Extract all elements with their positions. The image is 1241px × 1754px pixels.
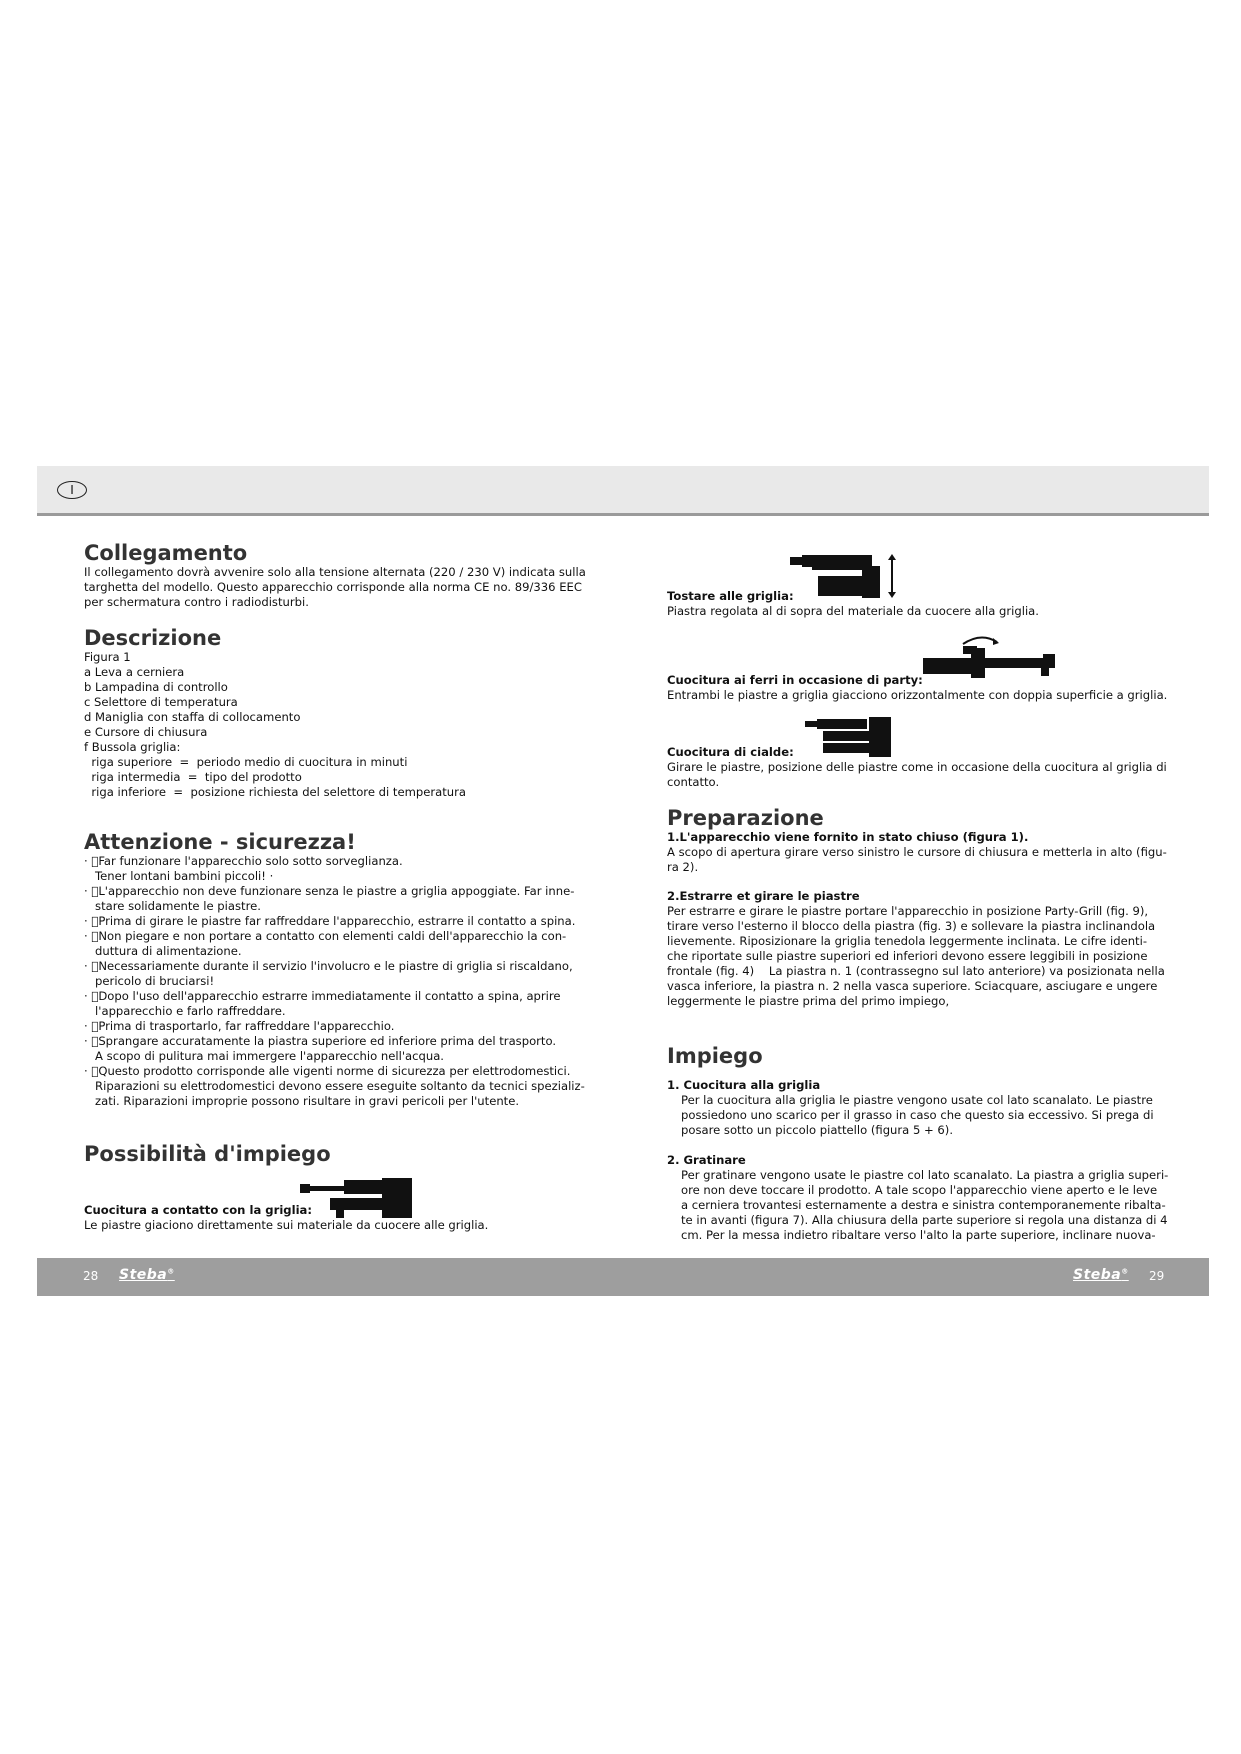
brand-logo-left: Steba® (119, 1267, 175, 1283)
text-line: ·  Sprangare accuratamente la piastra superiore ed inferiore prima del trasporto. (84, 1034, 557, 1048)
text-line: ra 2). (667, 860, 699, 874)
possibilita-body (84, 1203, 604, 1233)
subheading-tostare: Tostare alle griglia: (667, 589, 794, 603)
text-line: Piastra regolata al di sopra del materiale da cuocere alla griglia. (667, 604, 1039, 618)
text-line: vasca inferiore, la piastra n. 2 nella vasca superiore. Sciacquare, asciugare e ungere (667, 979, 1158, 993)
text-line: b Lampadina di controllo (84, 680, 228, 694)
page-number-right: 29 (1149, 1269, 1165, 1283)
footer-bar (37, 1258, 1209, 1296)
text-line: tirare verso l'esterno il blocco della piastra (fig. 3) e sollevare la piastra inclinandola (667, 919, 1156, 933)
text-line: possiedono uno scarico per il grasso in caso che questo sia eccessivo. Si prega di (681, 1108, 1154, 1122)
text-line: pericolo di bruciarsi! (84, 974, 215, 988)
subheading-preparazione-1: 1.L'apparecchio viene fornito in stato chiuso (figura 1). (667, 830, 1029, 844)
text-line: leggermente le piastre prima del primo impiego, (667, 994, 950, 1008)
brand-logo-right: Steba® (1073, 1267, 1129, 1283)
heading-impiego: Impiego (667, 1044, 763, 1068)
header-bar (37, 466, 1209, 516)
language-badge: I (57, 481, 87, 499)
text-line: ·  Far funzionare l'apparecchio solo sotto sorveglianza. (84, 854, 403, 868)
text-line: lievemente. Riposizionare la griglia tenedola leggermente inclinata. Le cifre identi- (667, 934, 1147, 948)
text-line: riga inferiore = posizione richiesta del selettore di temperatura (84, 785, 466, 799)
text-line: ·  Prima di girare le piastre far raffreddare l'apparecchio, estrarre il contatto a spina. (84, 914, 576, 928)
text-line: Entrambi le piastre a griglia giacciono orizzontalmente con doppia superficie a griglia. (667, 688, 1168, 702)
heading-attenzione: Attenzione - sicurezza! (84, 830, 356, 854)
text-line: ·  Dopo l'uso dell'apparecchio estrarre immediatamente il contatto a spina, aprire (84, 989, 561, 1003)
text-line: Figura 1 (84, 650, 131, 664)
subheading-party: Cuocitura ai ferri in occasione di party: (667, 673, 923, 687)
text-line: targhetta del modello. Questo apparecchio corrisponde alla norma CE no. 89/336 EEC (84, 580, 582, 594)
section-descrizione (84, 626, 604, 800)
section-party (667, 673, 1187, 703)
section-possibilita (84, 1142, 604, 1166)
text-line: te in avanti (figura 7). Alla chiusura della parte superiore si regola una distanza di 4 (681, 1213, 1168, 1227)
text-line: A scopo di apertura girare verso sinistro le cursore di chiusura e metterla in alto (figu- (667, 845, 1167, 859)
section-cialde (667, 745, 1187, 790)
text-line: ·  Non piegare e non portare a contatto con elementi caldi dell'apparecchio la con- (84, 929, 567, 943)
page-number-left: 28 (83, 1269, 99, 1283)
text-line: Per gratinare vengono usate le piastre col lato scanalato. La piastra a griglia superi- (681, 1168, 1169, 1182)
text-line: Per la cuocitura alla griglia le piastre vengono usate col lato scanalato. Le piastre (681, 1093, 1153, 1107)
text-line: stare solidamente le piastre. (84, 899, 261, 913)
text-line: ·  Necessariamente durante il servizio l'involucro e le piastre di griglia si riscaldano, (84, 959, 573, 973)
section-collegamento (84, 541, 604, 610)
text-line: ore non deve toccare il prodotto. A tale scopo l'apparecchio viene aperto e le leve (681, 1183, 1158, 1197)
text-line: frontale (fig. 4) La piastra n. 1 (contrassegno sul lato anteriore) va posizionata nella (667, 964, 1165, 978)
text-line: a Leva a cerniera (84, 665, 185, 679)
text-line: e Cursore di chiusura (84, 725, 208, 739)
section-impiego (667, 1044, 1187, 1243)
text-line: Riparazioni su elettrodomestici devono essere eseguite soltanto da tecnici spezializ- (84, 1079, 585, 1093)
section-attenzione (84, 830, 604, 1109)
subheading-cuocitura-contatto: Cuocitura a contatto con la griglia: (84, 1203, 313, 1217)
text-line: Girare le piastre, posizione delle piastre come in occasione della cuocitura al griglia di (667, 760, 1167, 774)
text-line: Le piastre giaciono direttamente sui materiale da cuocere alle griglia. (84, 1218, 489, 1232)
subheading-preparazione-2: 2.Estrarre et girare le piastre (667, 889, 860, 903)
text-line: c Selettore di temperatura (84, 695, 238, 709)
section-tostare (667, 589, 1187, 619)
section-preparazione (667, 806, 1187, 1009)
text-line: per schermatura contro i radiodisturbi. (84, 595, 309, 609)
text-line: riga intermedia = tipo del prodotto (84, 770, 302, 784)
subheading-cialde: Cuocitura di cialde: (667, 745, 794, 759)
heading-preparazione: Preparazione (667, 806, 824, 830)
subheading-impiego-2: 2. Gratinare (667, 1153, 746, 1167)
text-line: contatto. (667, 775, 720, 789)
heading-collegamento: Collegamento (84, 541, 248, 565)
text-line: ·  Questo prodotto corrisponde alle vigenti norme di sicurezza per elettrodomestici. (84, 1064, 571, 1078)
text-line: riga superiore = periodo medio di cuocitura in minuti (84, 755, 408, 769)
text-line: posare sotto un piccolo piattello (figura 5 + 6). (681, 1123, 954, 1137)
text-line: zati. Riparazioni improprie possono risultare in gravi pericoli per l'utente. (84, 1094, 520, 1108)
text-line: Tener lontani bambini piccoli! · (84, 869, 274, 883)
text-line: A scopo di pulitura mai immergere l'apparecchio nell'acqua. (84, 1049, 444, 1063)
text-line: ·  Prima di trasportarlo, far raffreddare l'apparecchio. (84, 1019, 395, 1033)
text-line: f Bussola griglia: (84, 740, 181, 754)
text-line: ·  L'apparecchio non deve funzionare senza le piastre a griglia appoggiate. Far inne- (84, 884, 575, 898)
text-line: a cerniera trovantesi esternamente a destra e sinistra contemporanemente ribalta- (681, 1198, 1166, 1212)
text-line: Per estrarre e girare le piastre portare l'apparecchio in posizione Party-Grill (fig. 9), (667, 904, 1149, 918)
text-line: Il collegamento dovrà avvenire solo alla tensione alternata (220 / 230 V) indicata sulla (84, 565, 586, 579)
text-line: d Maniglia con staffa di collocamento (84, 710, 301, 724)
heading-descrizione: Descrizione (84, 626, 222, 650)
subheading-impiego-1: 1. Cuocitura alla griglia (667, 1078, 821, 1092)
text-line: duttura di alimentazione. (84, 944, 242, 958)
text-line: l'apparecchio e farlo raffreddare. (84, 1004, 286, 1018)
heading-possibilita: Possibilità d'impiego (84, 1142, 331, 1166)
text-line: che riportate sulle piastre superiori ed inferiori devono essere leggibili in posizione (667, 949, 1148, 963)
text-line: cm. Per la messa indietro ribaltare verso l'alto la parte superiore, inclinare nuova- (681, 1228, 1156, 1242)
